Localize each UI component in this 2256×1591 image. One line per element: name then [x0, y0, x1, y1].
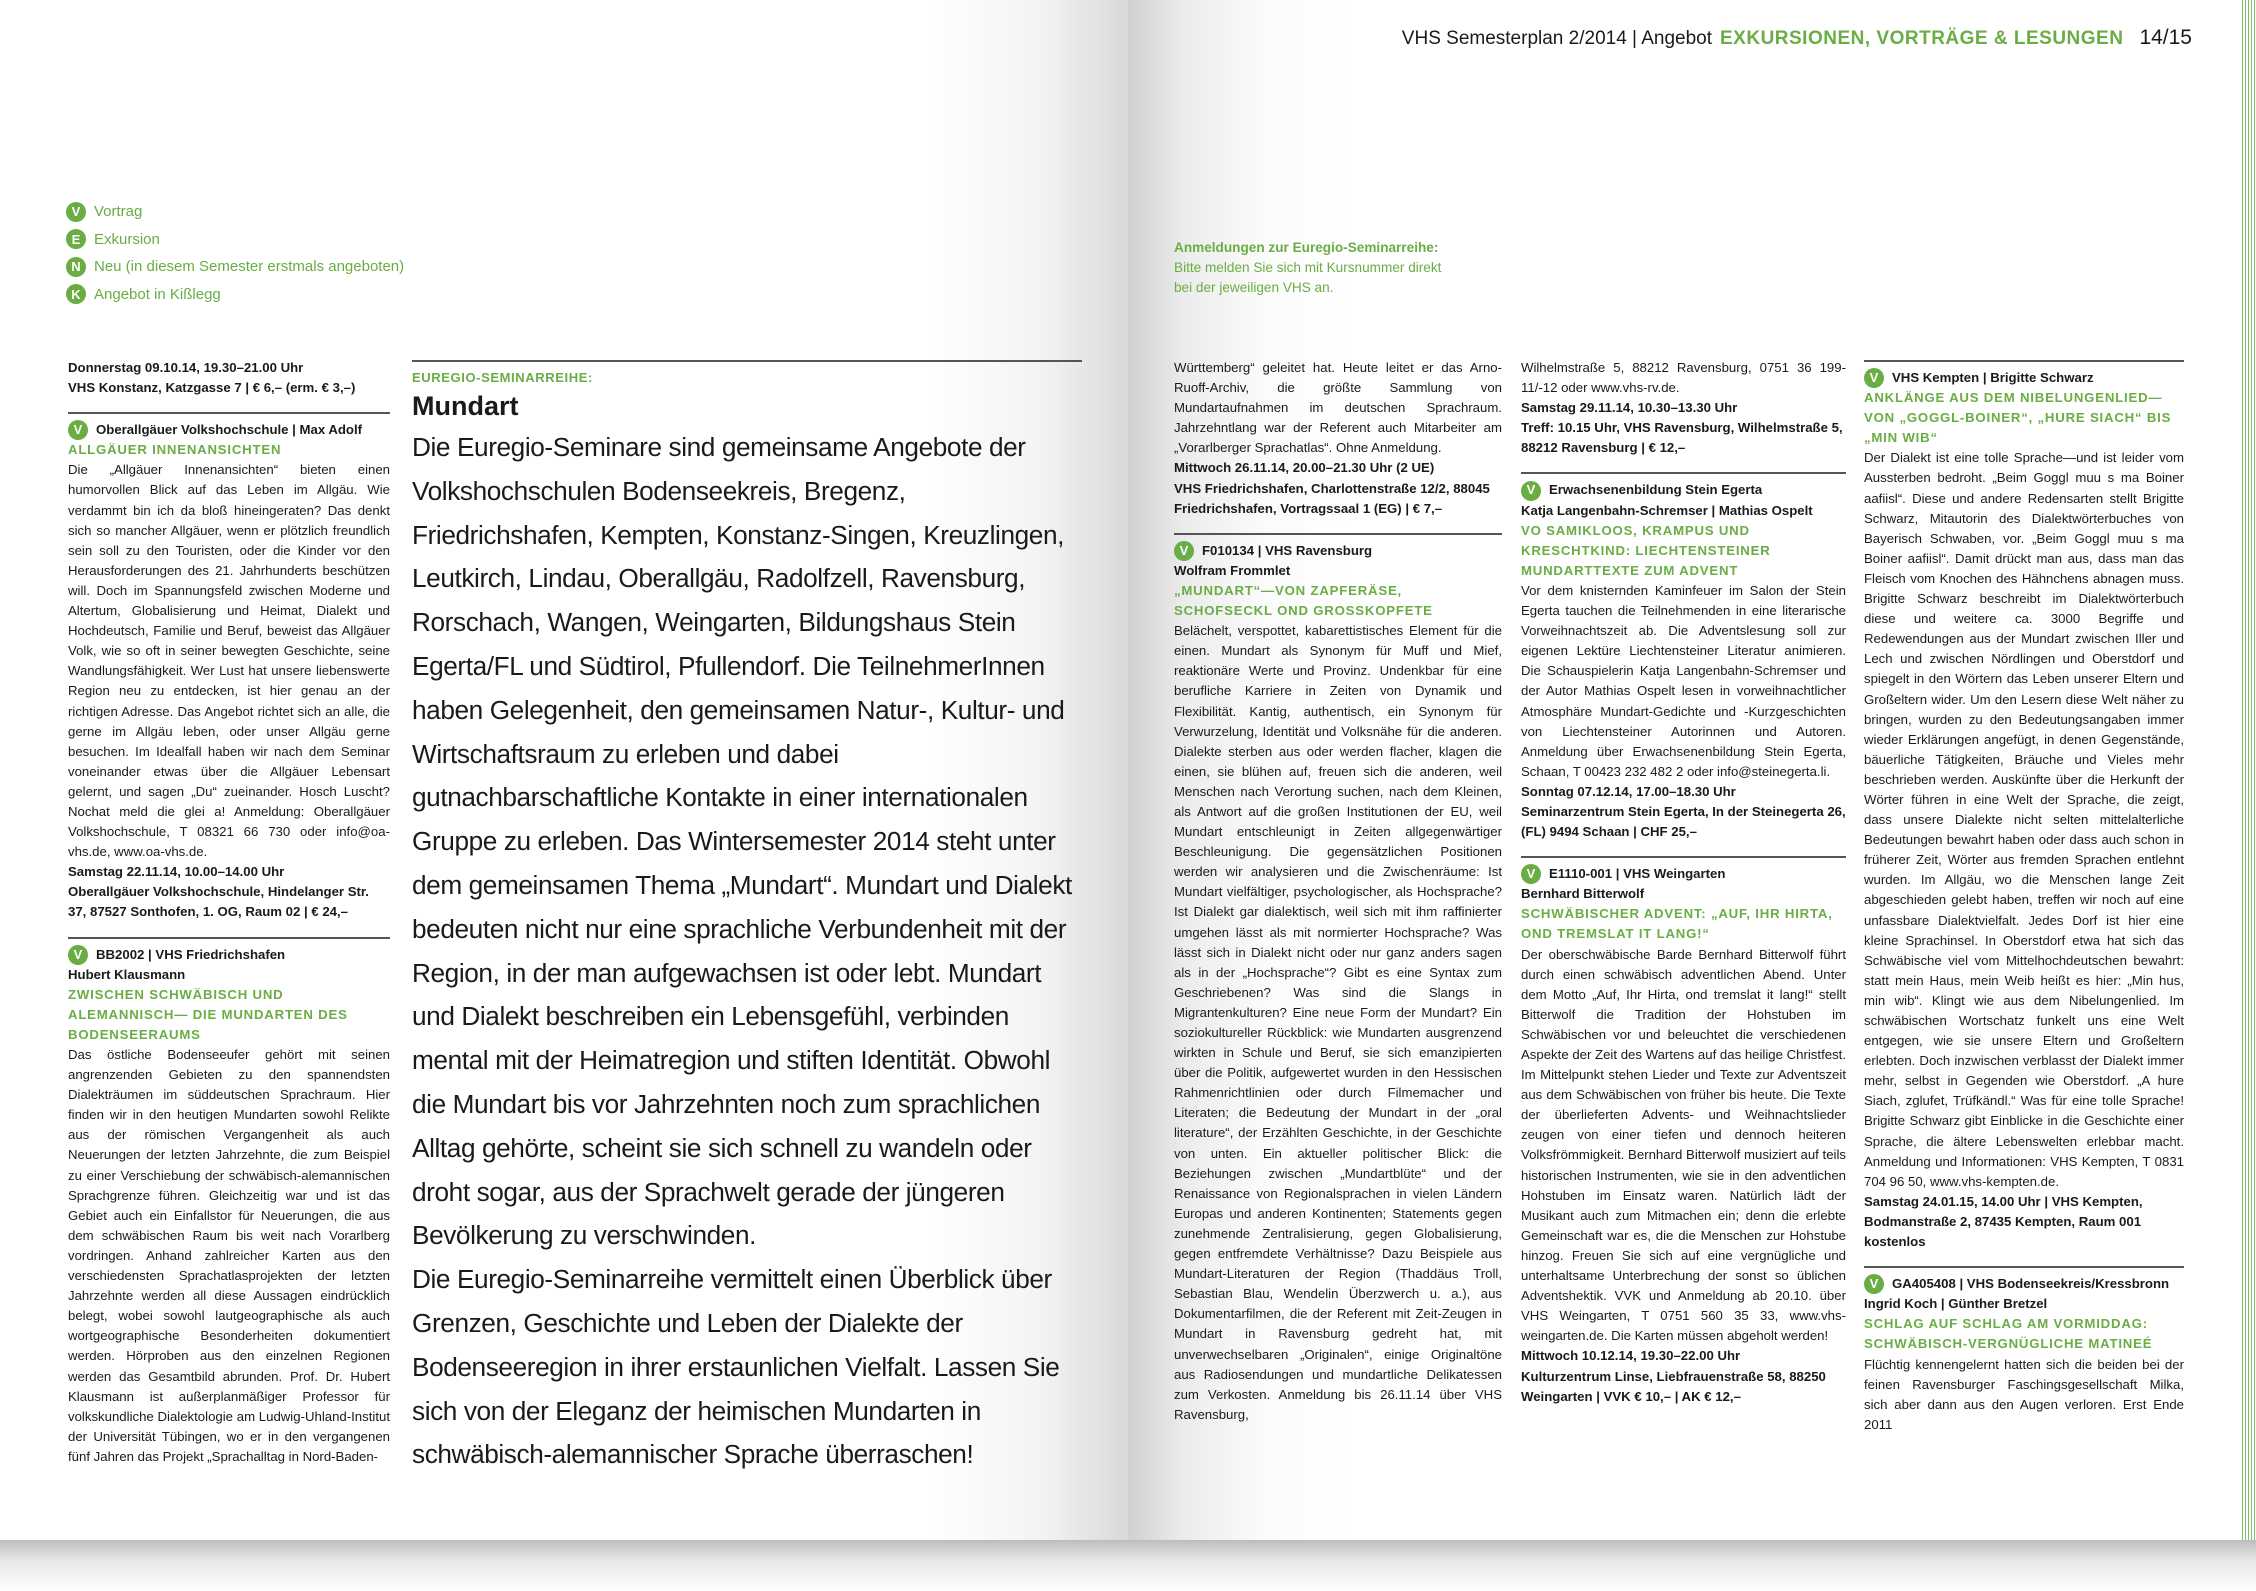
e-badge-icon: E: [66, 229, 86, 249]
event-place: Kulturzentrum Linse, Liebfrauenstraße 58, 88250 Weingarten | VVK € 10,– | AK € 12,–: [1521, 1368, 1826, 1404]
v-badge-icon: V: [1864, 1274, 1884, 1294]
course-title: ZWISCHEN SCHWÄBISCH UND ALEMANNISCH— DIE MUNDARTEN DES BODENSEERAUMS: [68, 986, 348, 1042]
event-place: VHS Konstanz, Katzgasse 7 | € 6,– (erm. € 3,–): [68, 380, 356, 396]
event-date-place: Samstag 24.01.15, 14.00 Uhr | VHS Kempten, Bodmanstraße 2, 87435 Kempten, Raum 001: [1864, 1193, 2143, 1229]
legend-label: Neu (in diesem Semester erstmals angeboten): [94, 258, 405, 276]
right-column-3: [1864, 358, 2184, 1435]
event-date: Donnerstag 09.10.14, 19.30–21.00 Uhr: [68, 360, 304, 375]
course-description: Die „Allgäuer Innenansichten“ bieten einen humorvollen Blick auf das Leben im Allgäu. Wie verdammt bin ich da bloß hineingeraten? Das denkt sich so mancher Allgäuer, wenn er plötzlich freundlich sein soll zu den Touristen, oder die Kinder vor den Herausforderungen des 21. Jahrhunderts beschützen will. Doch im Spannungsfeld zwischen Moderne und Altertum, Globalisierung und Heimat, Dialekt und Hochdeutsch, Familie und Beruf, beweist das Allgäuer Volk, wie so oft in seiner bewegten Geschichte, seine Wandlungsfähigkeit. Wer Lust hat unsere liebenswerte Region neu zu entdecken, ist hier genau an der richtigen Adresse. Das Angebot richtet sich an alle, die gerne im Allgäu leben, oder unser Allgäu gerne besuchen. Im Idealfall haben wir nach dem Seminar voneinander etwas über die Allgäuer Lebensart gelernt, und sagen „Du“ zueinander. Hosch Luscht? Nochat meld die glei a! Anmeldung: Oberallgäuer Volkshochschule, T 08321 66 730 oder info@oa-vhs.de, www.oa-vhs.de.: [68, 462, 390, 860]
legend-label: Vortrag: [94, 203, 143, 221]
entry-provider: Oberallgäuer Volkshochschule | Max Adolf: [96, 422, 363, 438]
event-date: Mittwoch 26.11.14, 20.00–21.30 Uhr (2 UE): [1174, 460, 1435, 476]
event-place: Oberallgäuer Volkshochschule, Hindelanger Str. 37, 87527 Sonthofen, 1. OG, Raum 02 | € 24,–: [68, 884, 369, 920]
legend-label: Exkursion: [94, 230, 160, 248]
divider: [68, 937, 390, 939]
course-title: ANKLÄNGE AUS DEM NIBELUNGENLIED— VON „GOGGL-BOINER“, „HURE SIACH“ BIS „MIN WIB“: [1864, 390, 2172, 446]
euregio-intro: [412, 360, 1082, 1477]
v-badge-icon: V: [1521, 864, 1541, 884]
course-entry: [1174, 541, 1502, 1425]
notice-title: Anmeldungen zur Euregio-Seminarreihe:: [1174, 240, 1439, 255]
entry-header: [1864, 368, 2184, 388]
course-entry: [1521, 864, 1846, 1407]
v-badge-icon: V: [1864, 368, 1884, 388]
course-description: Der oberschwäbische Barde Bernhard Bitterwolf führt durch einen schwäbisch adventlichen Abend. Unter dem Motto „Auf, Ihr Hirta, ond tremslat it lang!“ stellt Bitterwolf die Tradition der Hohstuben im Schwäbischen vor und beleuchtet die verschiedenen Aspekte der Zeit des Wartens auf das heilige Christfest. Im Mittelpunkt stehen Lieder und Texte zur Adventszeit aus dem Schwäbischen von früher bis heute. Die Texte der überlieferten Advents- und Weihnachtslieder zeugen von einer tiefen und dennoch heiteren Volksfrömmigkeit. Bernhard Bitterwolf musiziert auf teils historischen Instrumenten, wie sie in den adventlichen Hohstuben im Einsatz waren. Natürlich lädt der Musikant auch zum Mitmachen ein; denn die erlebte Gemeinschaft war es, die die Menschen zur Hohstube hinzog. Freuen Sie sich auf eine vergnügliche und unterhaltsame Unterbrechung der sonst so üblichen Adventshektik. VVK und Anmeldung ab 20.10. über VHS Weingarten, T 0751 560 35 33, www.vhs-weingarten.de. Die Karten müssen abgeholt werden!: [1521, 946, 1846, 1344]
series-paragraph: Die Euregio-Seminare sind gemeinsame Angebote der Volkshochschulen Bodenseekreis, Bregenz, Friedrichshafen, Kempten, Konstanz-Singen, Kreuzlingen, Leutkirch, Lindau, Oberallgäu, Radolfzell, Ravensburg, Rorschach, Wangen, Weingarten, Bildungshaus Stein Egerta/FL und Südtirol, Pfullendorf. Die TeilnehmerInnen haben Gelegenheit, den gemeinsamen Natur-, Kultur- und Wirtschaftsraum zu erleben und dabei gutnachbarschaftliche Kontakte in einer internationalen Gruppe zu erleben. Das Wintersemester 2014 steht unter dem gemeinsamen Thema „Mundart“. Mundart und Dialekt bedeuten nicht nur eine sprachliche Verbundenheit mit der Region, in der man aufgewachsen ist oder lebt. Mundart und Dialekt beschreiben ein Lebensgefühl, verbinden mental mit der Heimatregion und stiften Identität. Obwohl die Mundart bis vor Jahrzehnten noch zum sprachlichen Alltag gehörte, scheint sie sich schnell zu wandeln oder droht sogar, aus der Sprachwelt gerade der jüngeren Bevölkerung zu verschwinden.: [412, 432, 1072, 1251]
page-edge-stripes: [2242, 0, 2256, 1540]
entry-provider: Erwachsenenbildung Stein Egerta: [1549, 482, 1763, 498]
speaker: Ingrid Koch | Günther Bretzel: [1864, 1296, 2048, 1312]
notice-line: Bitte melden Sie sich mit Kursnummer direkt: [1174, 260, 1442, 275]
event-place: Seminarzentrum Stein Egerta, In der Steinegerta 26, (FL) 9494 Schaan | CHF 25,–: [1521, 803, 1846, 840]
entry-provider: VHS Kempten | Brigitte Schwarz: [1892, 370, 2094, 385]
publication-title: VHS Semesterplan 2/2014 | Angebot: [1401, 28, 1712, 49]
course-title: VO SAMIKLOOS, KRAMPUS UND KRESCHTKIND: LIECHTENSTEINER MUNDARTTEXTE ZUM ADVENT: [1521, 522, 1771, 578]
course-entry: [1521, 480, 1846, 842]
entry-provider: BB2002 | VHS Friedrichshafen: [96, 946, 286, 962]
k-badge-icon: K: [66, 284, 86, 304]
page-numbers: 14/15: [2139, 26, 2192, 49]
divider: [1864, 360, 2184, 362]
entry-header: [1521, 480, 1846, 500]
legend-item-vortrag: [66, 198, 404, 226]
course-entry: [68, 945, 390, 1467]
legend-label: Angebot in Kißlegg: [94, 285, 221, 303]
section-title: EXKURSIONEN, VORTRÄGE & LESUNGEN: [1720, 28, 2124, 49]
course-description: Wilhelmstraße 5, 88212 Ravensburg, 0751 36 199-11/-12 oder www.vhs-rv.de.: [1521, 360, 1846, 396]
speaker: Wolfram Frommlet: [1174, 562, 1291, 578]
course-description: Flüchtig kennengelernt hatten sich die beiden bei der feinen Ravensburger Faschingsgesellschaft Milka, sich aber dann aus den Augen verloren. Erst Ende 2011: [1864, 1356, 2184, 1432]
divider: [1864, 1266, 2184, 1268]
entry-header: [68, 945, 390, 965]
right-column-1: [1174, 358, 1502, 1425]
legend-item-exkursion: [66, 226, 404, 254]
v-badge-icon: V: [1174, 541, 1194, 561]
event-date: Samstag 29.11.14, 10.30–13.30 Uhr: [1521, 400, 1738, 416]
event-place: VHS Friedrichshafen, Charlottenstraße 12/2, 88045 Friedrichshafen, Vortragssaal 1 (EG) | € 7,–: [1174, 480, 1490, 516]
speaker: Hubert Klausmann: [68, 966, 186, 982]
entry-provider: GA405408 | VHS Bodenseekreis/Kressbronn: [1892, 1276, 2170, 1292]
series-paragraph: Die Euregio-Seminarreihe vermittelt einen Überblick über Grenzen, Geschichte und Leben der Dialekte der Bodenseeregion in ihrer erstaunlichen Vielfalt. Lassen Sie sich von der Eleganz der heimischen Mundarten in schwäbisch-alemannischer Sprache überraschen!: [412, 1264, 1060, 1470]
event-date: Mittwoch 10.12.14, 19.30–22.00 Uhr: [1521, 1348, 1741, 1364]
divider: [68, 412, 390, 414]
course-entry: [68, 420, 390, 922]
divider: [1521, 856, 1846, 858]
v-badge-icon: V: [1521, 481, 1541, 501]
event-date: Samstag 22.11.14, 10.00–14.00 Uhr: [68, 864, 285, 880]
course-entry: [1864, 368, 2184, 1252]
running-header: [1402, 26, 2192, 56]
course-title: SCHLAG AUF SCHLAG AM VORMIDDAG: SCHWÄBISCH-VERGNÜGLICHE MATINEÉ: [1864, 1316, 2153, 1352]
right-column-2: [1521, 358, 1846, 1407]
divider: [1174, 533, 1502, 535]
speaker: Bernhard Bitterwolf: [1521, 886, 1645, 902]
course-entry: [1864, 1274, 2184, 1435]
n-badge-icon: N: [66, 257, 86, 277]
legend-item-neu: [66, 253, 404, 281]
divider: [1521, 472, 1846, 474]
registration-notice: [1174, 238, 1441, 298]
left-column: [68, 358, 390, 1467]
legend-item-kisslegg: [66, 281, 404, 309]
speaker: Katja Langenbahn-Schremser | Mathias Ospelt: [1521, 502, 1813, 518]
entry-header: [1521, 864, 1846, 884]
course-description: Das östliche Bodenseeufer gehört mit seinen angrenzenden Gebieten zu den spannendsten Dialekträumen im süddeutschen Sprachraum. Hier finden wir in den heutigen Mundarten sowohl Relikte aus der römischen Vergangenheit als auch Neuerungen der letzten Jahrzehnte, die zum Beispiel zu einer Verschiebung der schwäbisch-alemannischen Sprachgrenze führen. Gleichzeitig war und ist das Gebiet auch ein Einfallstor für Neuerungen, die aus dem schwäbischen Raum bis weit nach Vorarlberg vordringen. Anhand zahlreicher Karten aus den verschiedensten Sprachatlasprojekten der letzten Jahrzehnte werden all diese Aussagen eindrücklich belegt, wobei sowohl lautgeographische als auch wortgeographische Besonderheiten dokumentiert werden. Hörproben aus den einzelnen Regionen werden das Gesamtbild abrunden. Prof. Dr. Hubert Klausmann ist außerplanmäßiger Professor für volkskundliche Dialektologie am Ludwig-Uhland-Institut der Universität Tübingen, wo er in den vergangenen fünf Jahren das Projekt „Sprachalltag in Nord-Baden-: [68, 1047, 390, 1464]
page-shadow: [0, 1540, 2256, 1591]
event-place: Treff: 10.15 Uhr, VHS Ravensburg, Wilhelmstraße 5, 88212 Ravensburg | € 12,–: [1521, 420, 1843, 456]
series-body: [412, 426, 1082, 1477]
notice-line: bei der jeweiligen VHS an.: [1174, 280, 1334, 295]
series-title: Mundart: [412, 391, 519, 421]
course-description: Der Dialekt ist eine tolle Sprache—und ist leider vom Aussterben bedroht. „Beim Goggl muu s ma Boiner aafiisl“. Diese und andere Redensarten stellt Brigitte Schwarz, Mitautorin des Dialektwörterbuches von Bayerisch Schwaben, vor. „Beim Goggl muu s ma Boiner aafiisl“. Damit drückt man aus, dass man das Fleisch vom Knochen des Hähnchens abnagen muss. Brigitte Schwarz beschreibt im Dialektwörterbuch diese und weitere ca. 3000 Begriffe und Redewendungen aus der Mundart zwischen Iller und Lech und zwischen Nördlingen und Oberstdorf und spiegelt in den Wörtern das Leben unserer Eltern und Großeltern wider. Um den Lesern diese Welt näher zu bringen, wurden zu den Bedeutungsangaben immer wieder Erklärungen angefügt, in denen Gegenstände, bäuerliche Tätigkeiten, Bräuche und Vieles mehr beschrieben werden. Auskünfte über die Herkunft der Wörter führen in eine Welt der Sprache, die zeigt, dass unsere Dialekte nicht selten mittelalterliche Bedeutungen bewahrt haben oder dass auch schon in früherer Zeit, Wörter aus fremden Sprachen entlehnt wurden. Im Allgäu, wo die Menschen lange Zeit abgeschieden gelebt haben, treffen wir noch auf eine unfassbare Dialektvielfalt. Jedes Dorf ist hier eine kleine Sprachinsel. In Oberstdorf etwa hat sich das Schwäbische viel vom Mittelhochdeutschen bewahrt: statt mein Haus, mein Weib heißt es hier: „Min hus, min wib“. Klingt wie aus dem Nibelungenlied. Im schwäbischen Wortschatz funkelt uns eine Welt entgegen, wie sie unsere Eltern und Großeltern erlebten. Doch inzwischen verblasst der Dialekt immer mehr, selbst in Gegenden wie Oberstdorf. „A hure Siach, zglufet, Trüfkändl.“ Was für eine tolle Sprache! Brigitte Schwarz gibt Einblicke in die Geschichte einer Sprache, die ältere Lebenswelten erlebbar macht. Anmeldung und Informationen: VHS Kempten, T 0831 704 96 50, www.vhs-kempten.de.: [1864, 450, 2184, 1189]
series-kicker: EUREGIO-SEMINARREIHE:: [412, 370, 593, 385]
course-title: „MUNDART“—VON ZAPFERÄSE, SCHOFSECKL OND GROSSKOPFETE: [1174, 582, 1433, 619]
legend: [66, 198, 404, 308]
entry-header: [1174, 541, 1502, 561]
entry-provider: E1110-001 | VHS Weingarten: [1549, 866, 1726, 882]
v-badge-icon: V: [66, 202, 86, 222]
entry-provider: F010134 | VHS Ravensburg: [1202, 542, 1373, 558]
entry-header: [1864, 1274, 2184, 1294]
course-description: Belächelt, verspottet, kabarettistisches Element für die einen. Mundart als Synonym für Muff und Mief, reaktionäre Werte und Provinz. Undenkbar für eine berufliche Karriere in Zeiten von Dynamik und Flexibilität. Kantig, authentisch, ein Synonym für Verwurzelung, Identität und Volksnähe für die anderen. Dialekte sterben aus oder werden flacher, klagen die einen, sie blühen auf, freuen sich die anderen, weil Menschen nach Verortung suchen, nach dem Kleinen, als Antwort auf die großen Institutionen der EU, weil Mundart entschleunigt in Zeiten allgegenwärtiger Beschleunigung. Die gegensätzlichen Positionen werden wir analysieren und die Zwischenräume: Ist Mundart vielfältiger, psychologischer, als Hochsprache? Ist Dialekt gar dialektisch, weil sich mit ihm raffinierter umgehen lässt als mit normierter Hochsprache? Was lässt sich in Dialekt nicht oder nur ganz anders sagen als in der „Hochsprache“? Gibt es eine Syntax zum Geschriebenen? Was sind die Slangs in Migrantenkulturen? Eine neue Form der Mundart? Ein soziokultureller Rückblick: wie Mundarten ausgrenzend wirkten in Schule und Beruf, sie sich emanzipierten über die Politik, aufgewertet wurden in den Hessischen Rahmenrichtlinien oder durch Filmemacher und Literaten; die Bedeutung der Mundart in der „oral literature“, der Erzählten Geschichte, in der Geschichte von unten. Ein aktueller politischer Blick: die Beziehungen zwischen „Mundartblüte“ und der Renaissance von Regionalsprachen in vielen Ländern Europas und anderen Kontinenten; Statements gegen zunehmende Zentralisierung, gegen Globalisierung, gegen entfremdete Verhältnisse? Dazu Beispiele aus Mundart-Literaturen der Region (Thaddäus Troll, Sebastian Blau, Wendelin Überzwerch u. a.), aus Dokumentarfilmen, die der Referent mit Zeit-Zeugen in Mundart in Ravensburg gedreht hat, mit unverwechselbaren „Originalen“, einige Originaltöne aus Radiosendungen und mundartliche Delikatessen zum Verkosten. Anmeldung bis 26.11.14 über VHS Ravensburg,: [1174, 623, 1502, 1422]
event-price: kostenlos: [1864, 1234, 1926, 1250]
v-badge-icon: V: [68, 420, 88, 440]
divider: [412, 360, 1082, 362]
course-description: Vor dem knisternden Kaminfeuer im Salon der Stein Egerta tauchen die Teilnehmenden in eine literarische Vorweihnachtszeit ab. Die Adventslesung soll zur eigenen Lektüre Liechtensteiner Literatur animieren. Die Schauspielerin Katja Langenbahn-Schremser und der Autor Mathias Ospelt lesen in vorweihnachtlicher Atmosphäre Mundart-Gedichte und -Kurzgeschichten von Liechtensteiner Autorinnen und Autoren. Anmeldung über Erwachsenenbildung Stein Egerta, Schaan, T 00423 232 482 2 oder info@steinegerta.li.: [1521, 582, 1846, 779]
entry-header: [68, 420, 390, 440]
course-description: Württemberg“ geleitet hat. Heute leitet er das Arno-Ruoff-Archiv, die größte Sammlung von Mundartaufnahmen im deutschen Sprachraum. Jahrzehntlang war der Referent auch Mitarbeiter am „Vorarlberger Sprachatlas“. Ohne Anmeldung.: [1174, 360, 1502, 456]
event-date: Sonntag 07.12.14, 17.00–18.30 Uhr: [1521, 783, 1736, 799]
v-badge-icon: V: [68, 945, 88, 965]
course-title: ALLGÄUER INNENANSICHTEN: [68, 442, 282, 458]
course-title: SCHWÄBISCHER ADVENT: „AUF, IHR HIRTA, OND TREMSLAT IT LANG!“: [1521, 906, 1833, 942]
